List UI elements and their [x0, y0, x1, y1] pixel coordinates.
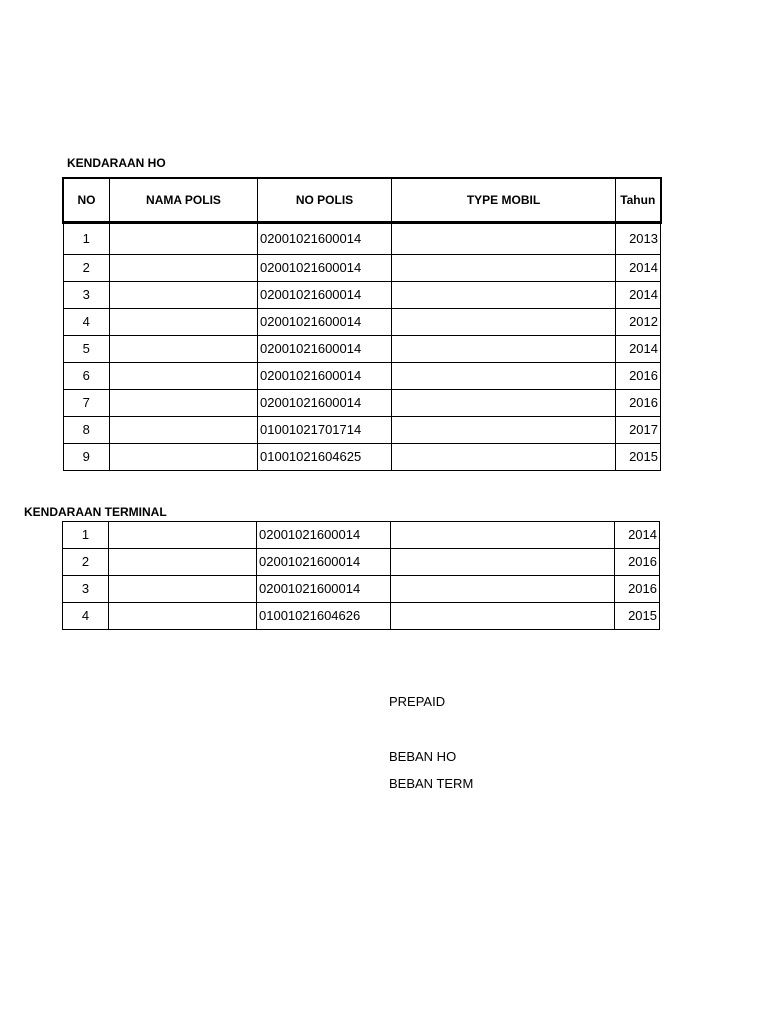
cell-type-mobil[interactable] — [391, 549, 615, 576]
cell-nama-polis[interactable] — [109, 522, 257, 549]
cell-nama-polis[interactable] — [110, 390, 258, 417]
table-row — [63, 309, 661, 336]
table-header-row — [63, 178, 661, 223]
cell-type-mobil[interactable] — [392, 282, 616, 309]
cell-type-mobil[interactable] — [392, 336, 616, 363]
cell-tahun[interactable]: 2014 — [615, 522, 660, 549]
table-row — [63, 390, 661, 417]
cell-tahun[interactable]: 2013 — [616, 223, 661, 255]
cell-nama-polis[interactable] — [110, 363, 258, 390]
table-row — [63, 336, 661, 363]
cell-no[interactable]: 4 — [63, 603, 109, 630]
table-body-ho — [63, 223, 661, 471]
cell-tahun[interactable]: 2012 — [616, 309, 661, 336]
cell-no-polis[interactable]: 02001021600014 — [258, 390, 392, 417]
table-row — [63, 522, 660, 549]
cell-type-mobil[interactable] — [392, 390, 616, 417]
cell-no[interactable]: 7 — [63, 390, 110, 417]
cell-nama-polis[interactable] — [110, 417, 258, 444]
section-title-kendaraan-ho: KENDARAAN HO — [67, 156, 166, 170]
cell-no-polis[interactable]: 02001021600014 — [257, 576, 391, 603]
cell-type-mobil[interactable] — [391, 603, 615, 630]
table-row — [63, 444, 661, 471]
cell-type-mobil[interactable] — [392, 363, 616, 390]
cell-nama-polis[interactable] — [109, 549, 257, 576]
cell-nama-polis[interactable] — [110, 444, 258, 471]
cell-no-polis[interactable]: 02001021600014 — [258, 363, 392, 390]
cell-no[interactable]: 4 — [63, 309, 110, 336]
cell-no[interactable]: 1 — [63, 223, 110, 255]
cell-no[interactable]: 5 — [63, 336, 110, 363]
table-row — [63, 549, 660, 576]
table-row — [63, 363, 661, 390]
table-kendaraan-ho — [62, 177, 662, 471]
cell-tahun[interactable]: 2015 — [616, 444, 661, 471]
cell-no[interactable]: 1 — [63, 522, 109, 549]
cell-nama-polis[interactable] — [109, 576, 257, 603]
note-prepaid: PREPAID — [389, 694, 446, 709]
cell-no-polis[interactable]: 02001021600014 — [258, 223, 392, 255]
cell-no-polis[interactable]: 02001021600014 — [258, 255, 392, 282]
table-body-terminal — [63, 522, 660, 630]
cell-no-polis[interactable]: 01001021604625 — [258, 444, 392, 471]
cell-tahun[interactable]: 2016 — [616, 390, 661, 417]
table-row — [63, 255, 661, 282]
cell-nama-polis[interactable] — [110, 255, 258, 282]
cell-no-polis[interactable]: 01001021604626 — [257, 603, 391, 630]
cell-tahun[interactable]: 2014 — [616, 282, 661, 309]
cell-no[interactable]: 9 — [63, 444, 110, 471]
section-title-text: KENDARAAN TERMINAL — [24, 505, 167, 519]
cell-tahun[interactable]: 2014 — [616, 255, 661, 282]
table-row — [63, 282, 661, 309]
table-row — [63, 576, 660, 603]
cell-type-mobil[interactable] — [392, 417, 616, 444]
header-no-polis[interactable]: NO POLIS — [258, 178, 392, 223]
cell-no-polis[interactable]: 02001021600014 — [257, 549, 391, 576]
cell-no-polis[interactable]: 02001021600014 — [258, 336, 392, 363]
cell-tahun[interactable]: 2016 — [616, 363, 661, 390]
note-beban-term: BEBAN TERM — [389, 776, 474, 791]
cell-tahun[interactable]: 2017 — [616, 417, 661, 444]
cell-no-polis[interactable]: 02001021600014 — [257, 522, 391, 549]
cell-tahun[interactable]: 2015 — [615, 603, 660, 630]
table-row — [63, 223, 661, 255]
cell-type-mobil[interactable] — [392, 255, 616, 282]
header-type-mobil[interactable]: TYPE MOBIL — [392, 178, 616, 223]
cell-no[interactable]: 8 — [63, 417, 110, 444]
cell-nama-polis[interactable] — [110, 336, 258, 363]
cell-type-mobil[interactable] — [392, 309, 616, 336]
header-no[interactable]: NO — [63, 178, 110, 223]
cell-nama-polis[interactable] — [109, 603, 257, 630]
cell-no-polis[interactable]: 01001021701714 — [258, 417, 392, 444]
cell-no[interactable]: 2 — [63, 255, 110, 282]
cell-no[interactable]: 3 — [63, 576, 109, 603]
cell-nama-polis[interactable] — [110, 223, 258, 255]
table-row — [63, 603, 660, 630]
header-nama-polis[interactable]: NAMA POLIS — [110, 178, 258, 223]
cell-nama-polis[interactable] — [110, 282, 258, 309]
header-tahun[interactable]: Tahun — [616, 178, 661, 223]
cell-type-mobil[interactable] — [391, 576, 615, 603]
cell-no[interactable]: 6 — [63, 363, 110, 390]
cell-no[interactable]: 3 — [63, 282, 110, 309]
note-beban-ho: BEBAN HO — [389, 749, 457, 764]
cell-no[interactable]: 2 — [63, 549, 109, 576]
cell-nama-polis[interactable] — [110, 309, 258, 336]
table-row — [63, 417, 661, 444]
cell-tahun[interactable]: 2014 — [616, 336, 661, 363]
section-title-kendaraan-terminal — [24, 505, 262, 519]
cell-type-mobil[interactable] — [391, 522, 615, 549]
cell-type-mobil[interactable] — [392, 223, 616, 255]
table-kendaraan-terminal — [62, 521, 660, 630]
cell-tahun[interactable]: 2016 — [615, 576, 660, 603]
cell-no-polis[interactable]: 02001021600014 — [258, 309, 392, 336]
cell-tahun[interactable]: 2016 — [615, 549, 660, 576]
cell-type-mobil[interactable] — [392, 444, 616, 471]
cell-no-polis[interactable]: 02001021600014 — [258, 282, 392, 309]
